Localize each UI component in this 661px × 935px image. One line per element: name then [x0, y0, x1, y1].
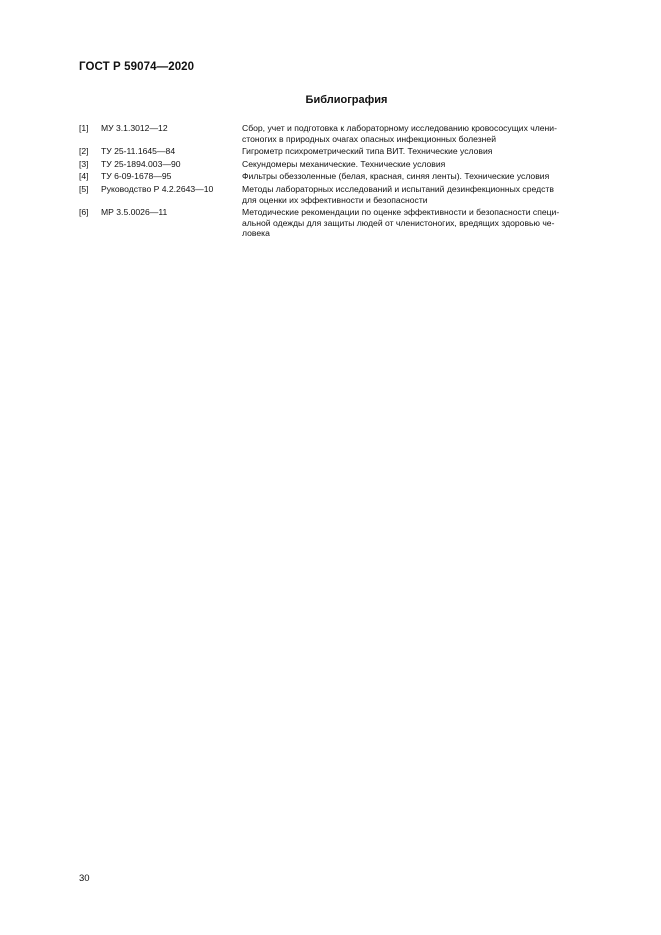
entry-number: [5] [79, 183, 89, 194]
entry-description-line: Фильтры обеззоленные (белая, красная, синяя ленты). Технические условия [242, 171, 550, 182]
entry-description [242, 207, 619, 239]
entry-description [242, 171, 619, 182]
entry-code: МР 3.5.0026—11 [101, 207, 168, 218]
bibliography-entry [79, 146, 619, 157]
entry-code: ТУ 6-09-1678—95 [101, 171, 172, 182]
entry-description-line: ловека [242, 228, 270, 239]
entry-number: [4] [79, 171, 89, 182]
entry-description-line: Гигрометр психрометрический типа ВИТ. Технические условия [242, 146, 493, 157]
bibliography-entry [79, 207, 619, 239]
entry-description [242, 146, 619, 157]
entry-description-line: альной одежды для защиты людей от членистоногих, вредящих здоровью че- [242, 217, 555, 228]
entry-description-line: стоногих в природных очагах опасных инфекционных болезней [242, 133, 497, 144]
entry-code: ТУ 25-1894.003—90 [101, 158, 181, 169]
entry-description-line: Сбор, учет и подготовка к лабораторному исследованию кровососущих члени- [242, 123, 557, 133]
entry-description-line: Секундомеры механические. Технические условия [242, 158, 446, 169]
page-number: 30 [79, 873, 90, 884]
entry-description [242, 184, 619, 205]
entry-description [242, 159, 619, 170]
entry-number: [6] [79, 207, 89, 218]
bibliography-entry [79, 159, 619, 170]
entry-description [242, 123, 619, 144]
bibliography-entry [79, 184, 619, 205]
entry-number: [2] [79, 146, 89, 157]
entry-code: Руководство Р 4.2.2643—10 [101, 183, 214, 194]
entry-description-line: Методы лабораторных исследований и испытаний дезинфекционных средств [242, 183, 554, 194]
bibliography-title-text: Библиография [305, 94, 388, 106]
entry-description-line: Методические рекомендации по оценке эффективности и безопасности специ- [242, 207, 560, 218]
bibliography-entry [79, 171, 619, 182]
entry-code: МУ 3.1.3012—12 [101, 123, 168, 133]
document-code-header: ГОСТ Р 59074—2020 [79, 61, 195, 73]
entry-code: ТУ 25-11.1645—84 [101, 146, 176, 157]
bibliography-title [0, 94, 661, 106]
bibliography-list [79, 123, 619, 239]
bibliography-entry [79, 123, 619, 144]
entry-description-line: для оценки их эффективности и безопасности [242, 194, 428, 205]
entry-number: [1] [79, 123, 89, 133]
entry-number: [3] [79, 158, 89, 169]
